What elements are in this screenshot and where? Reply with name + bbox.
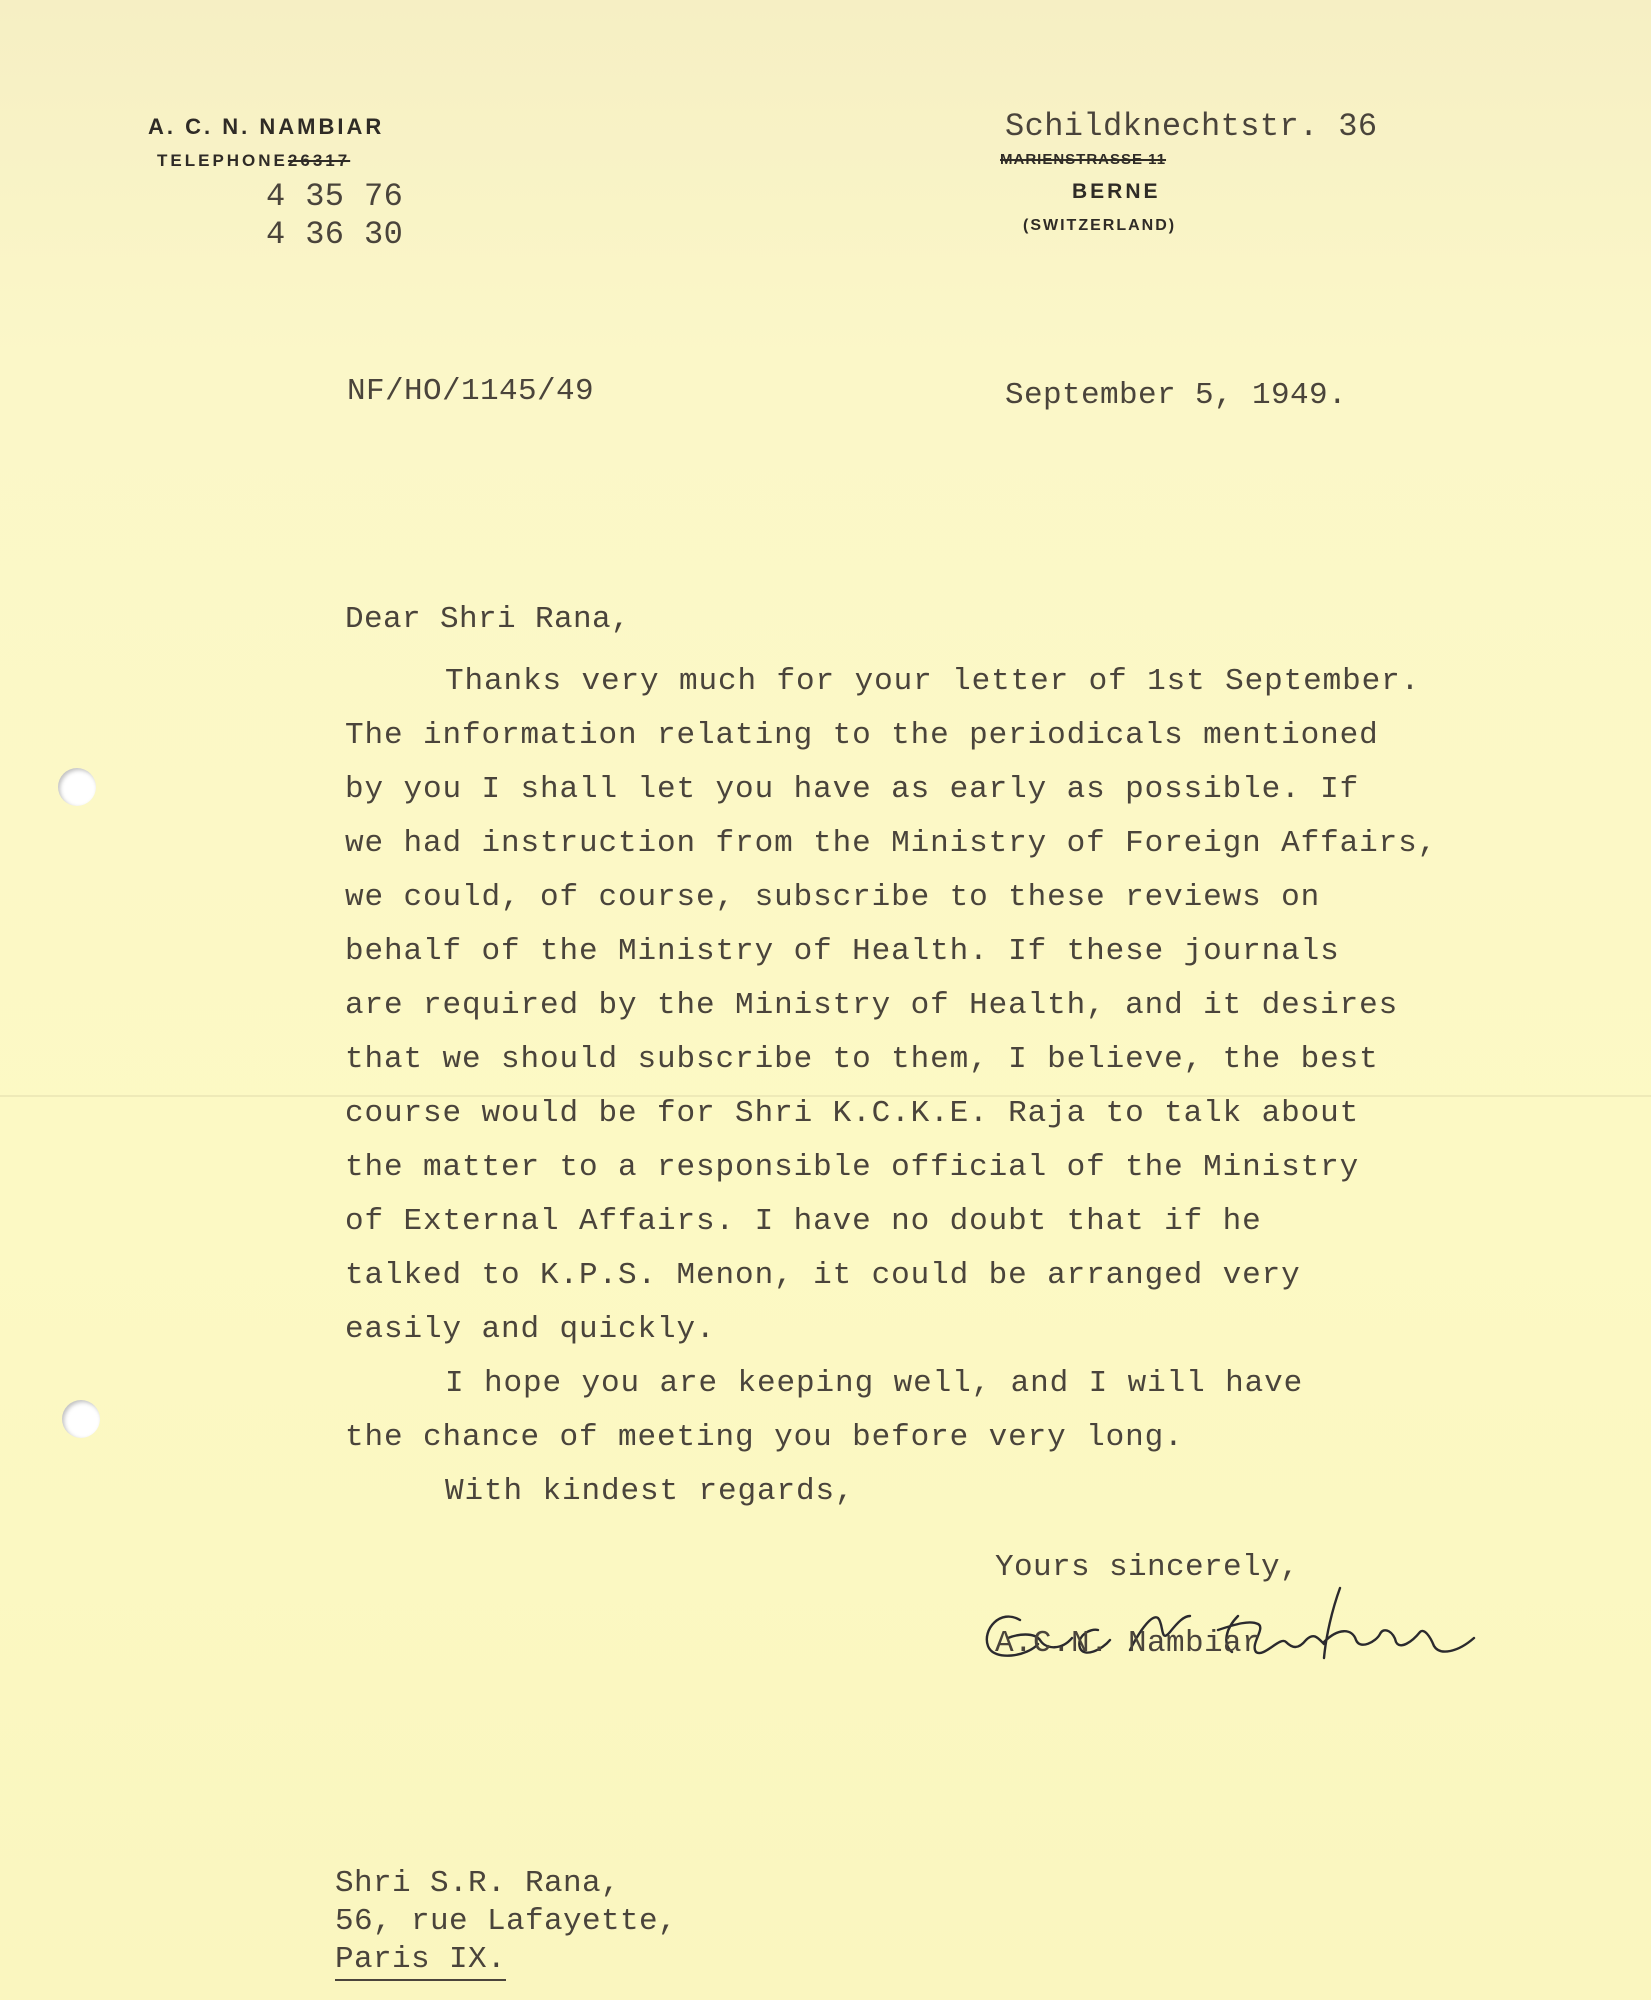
body-line: by you I shall let you have as early as possible. If — [345, 772, 1360, 807]
country: (SWITZERLAND) — [1023, 217, 1177, 234]
body-line: I hope you are keeping well, and I will have — [445, 1366, 1304, 1401]
telephone-label: TELEPHONE — [157, 151, 288, 170]
body-line: With kindest regards, — [445, 1474, 855, 1509]
address-old-struck: MARIENSTRASSE 11 — [1000, 151, 1167, 168]
recipient-city — [335, 1942, 506, 1977]
body-line: that we should subscribe to them, I believe, the best — [345, 1042, 1379, 1077]
punch-hole-lower — [62, 1400, 100, 1438]
telephone-new-1: 4 35 76 — [266, 178, 404, 215]
letter-body — [345, 601, 1437, 1519]
body-line: Thanks very much for your letter of 1st September. — [445, 664, 1421, 699]
telephone-block — [157, 151, 350, 171]
letter-date: September 5, 1949. — [1005, 378, 1348, 413]
letterhead-name: A. C. N. NAMBIAR — [148, 114, 385, 139]
body-line: talked to K.P.S. Menon, it could be arranged very — [345, 1258, 1301, 1293]
body-line: the chance of meeting you before very long. — [345, 1420, 1184, 1455]
body-line: the matter to a responsible official of the Ministry — [345, 1150, 1360, 1185]
telephone-new-2: 4 36 30 — [266, 216, 404, 253]
city: BERNE — [1072, 180, 1161, 203]
body-line: are required by the Ministry of Health, and it desires — [345, 988, 1399, 1023]
body-line: we could, of course, subscribe to these reviews on — [345, 880, 1321, 915]
recipient-city-text: Paris IX. — [335, 1942, 506, 1981]
body-line: of External Affairs. I have no doubt that if he — [345, 1204, 1262, 1239]
recipient-street: 56, rue Lafayette, — [335, 1904, 678, 1939]
punch-hole-upper — [58, 768, 96, 806]
body-line: easily and quickly. — [345, 1312, 716, 1347]
reference-number: NF/HO/1145/49 — [347, 374, 595, 409]
signatory-name: A.C.N. Nambiar — [995, 1626, 1262, 1661]
address-new: Schildknechtstr. 36 — [1005, 108, 1378, 145]
body-line: course would be for Shri K.C.K.E. Raja to talk about — [345, 1096, 1360, 1131]
closing: Yours sincerely, — [995, 1550, 1300, 1585]
body-line: The information relating to the periodicals mentioned — [345, 718, 1379, 753]
body-line: we had instruction from the Ministry of Foreign Affairs, — [345, 826, 1438, 861]
salutation: Dear Shri Rana, — [345, 602, 631, 637]
recipient-name: Shri S.R. Rana, — [335, 1866, 621, 1901]
telephone-old-number: 26317 — [287, 151, 351, 170]
body-line: behalf of the Ministry of Health. If these journals — [345, 934, 1340, 969]
